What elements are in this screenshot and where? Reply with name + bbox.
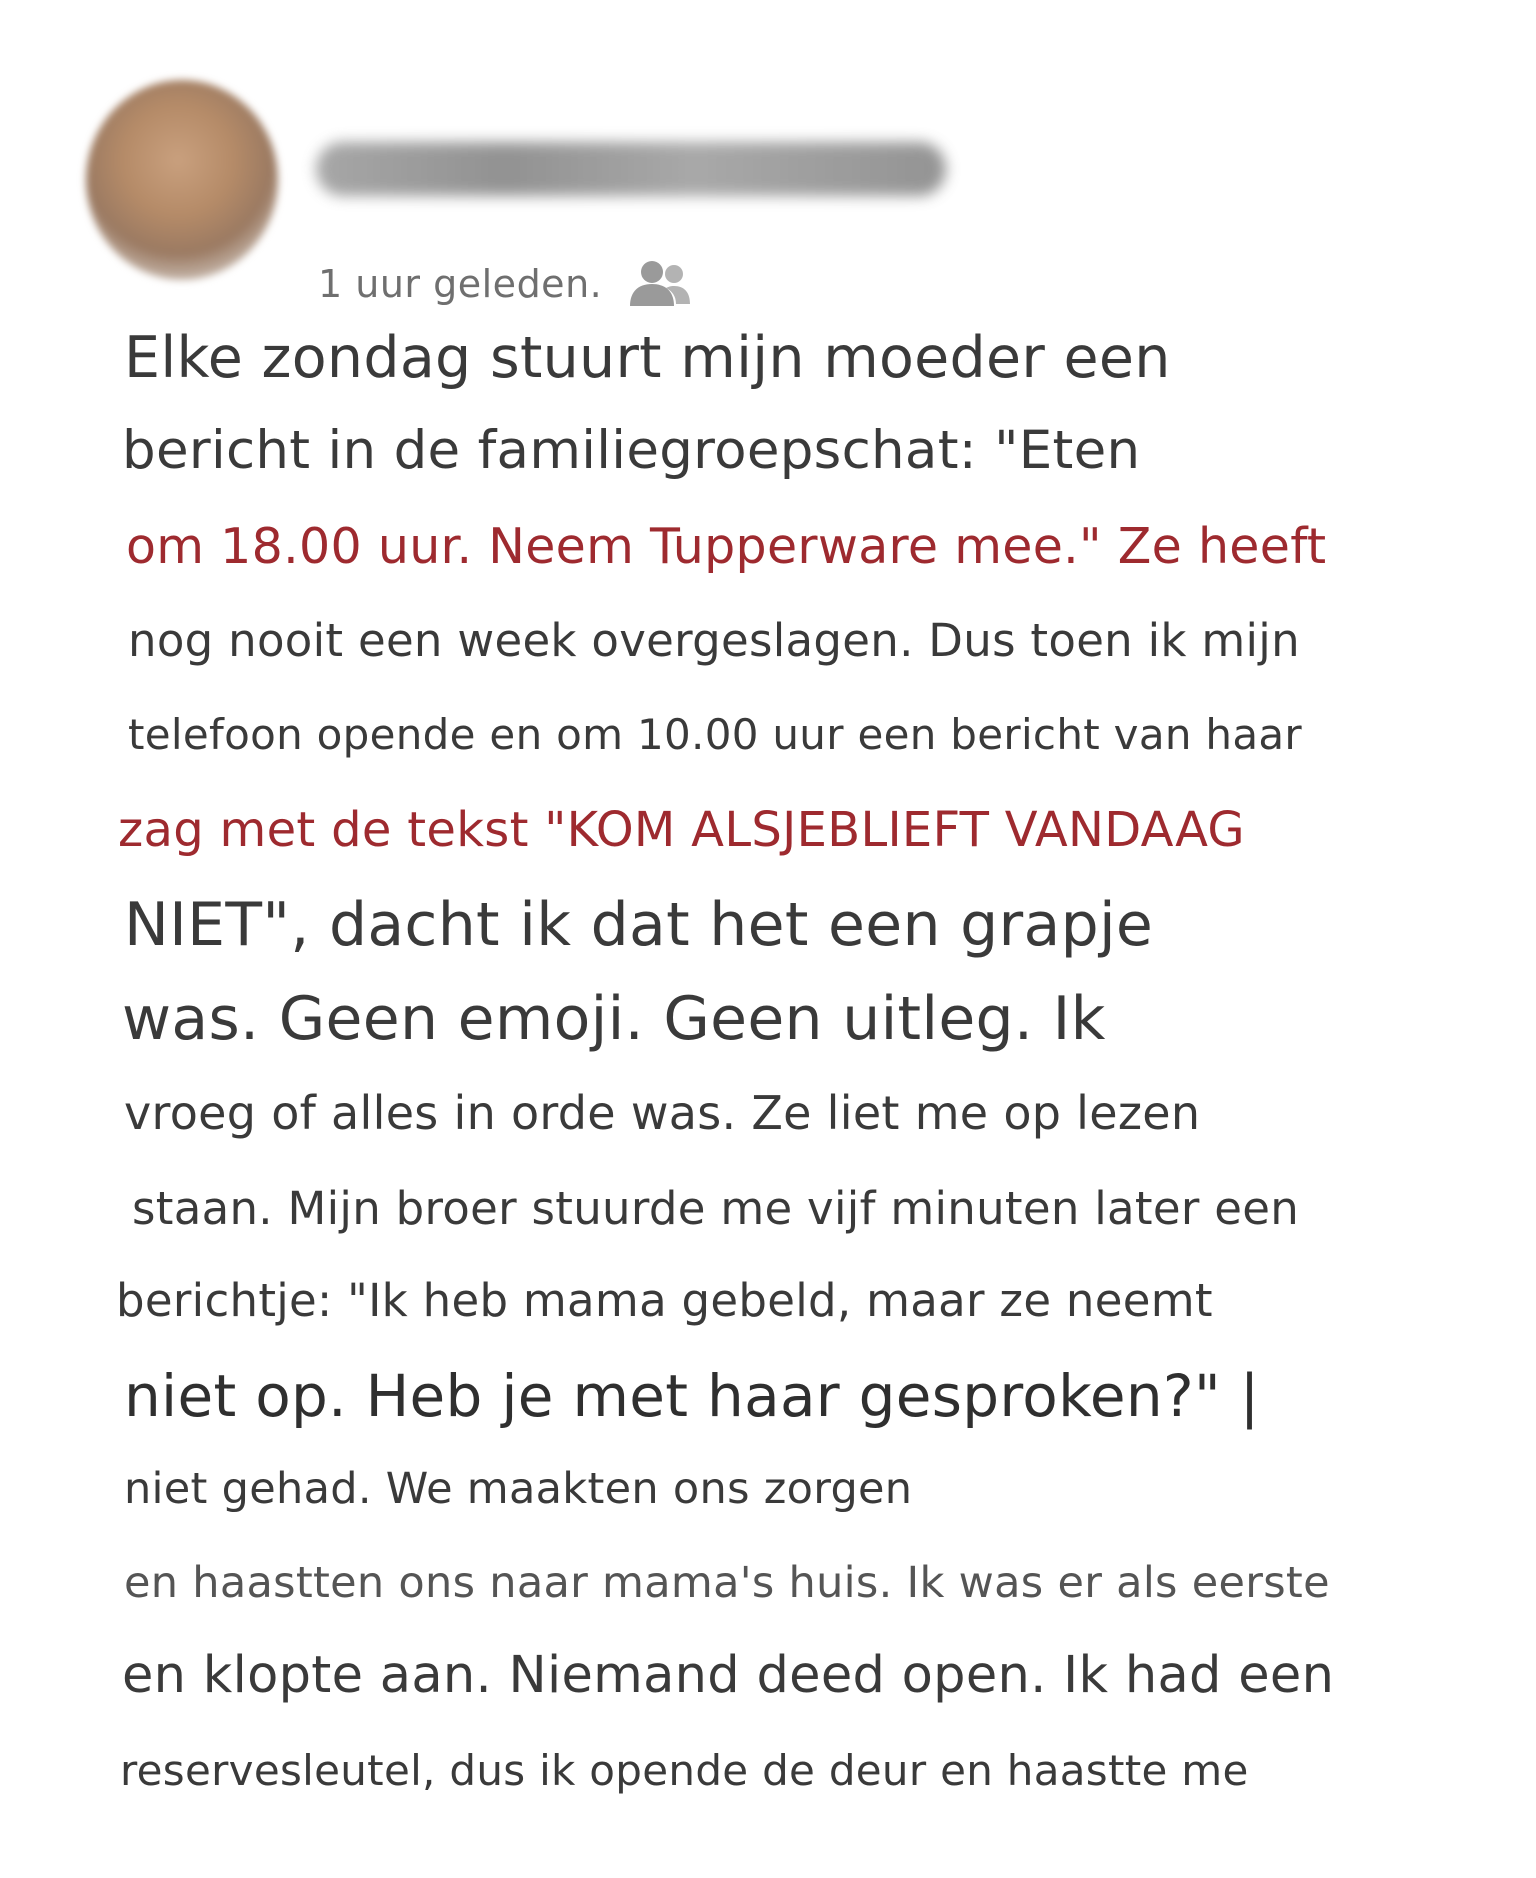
post-text-line: niet gehad. We maakten ons zorgen (124, 1464, 913, 1514)
post-text-line: NIET", dacht ik dat het een grapje (124, 890, 1154, 960)
post-meta (318, 258, 692, 310)
post-text-line: om 18.00 uur. Neem Tupperware mee." Ze heeft (126, 518, 1327, 575)
post-text-line: was. Geen emoji. Geen uitleg. Ik (122, 984, 1106, 1054)
cut-off-line (120, 1818, 1220, 1878)
username-blurred[interactable] (316, 142, 946, 196)
post-text-line: staan. Mijn broer stuurde me vijf minuten later een (132, 1182, 1300, 1235)
post-text-line: niet op. Heb je met haar gesproken?" | (124, 1362, 1260, 1430)
avatar[interactable] (86, 80, 278, 280)
post-text-line: reservesleutel, dus ik opende de deur en haastte me (120, 1746, 1249, 1795)
post-text-line: en haastten ons naar mama's huis. Ik was er als eerste (124, 1558, 1330, 1608)
people-icon[interactable] (628, 258, 692, 310)
post-timestamp[interactable]: 1 uur geleden. (318, 262, 603, 306)
post-text-line: vroeg of alles in orde was. Ze liet me op lezen (124, 1086, 1201, 1140)
post-text-line: berichtje: "Ik heb mama gebeld, maar ze neemt (116, 1274, 1213, 1327)
post-text-line: bericht in de familiegroepschat: "Eten (122, 420, 1141, 481)
post-text-line: en klopte aan. Niemand deed open. Ik had een (122, 1646, 1335, 1705)
post-text-line: Elke zondag stuurt mijn moeder een (124, 325, 1171, 391)
post-text-line: nog nooit een week overgeslagen. Dus toen ik mijn (128, 614, 1300, 667)
post-text-line: telefoon opende en om 10.00 uur een bericht van haar (128, 710, 1302, 759)
post-text-line: zag met de tekst "KOM ALSJEBLIEFT VANDAAG (118, 802, 1245, 858)
